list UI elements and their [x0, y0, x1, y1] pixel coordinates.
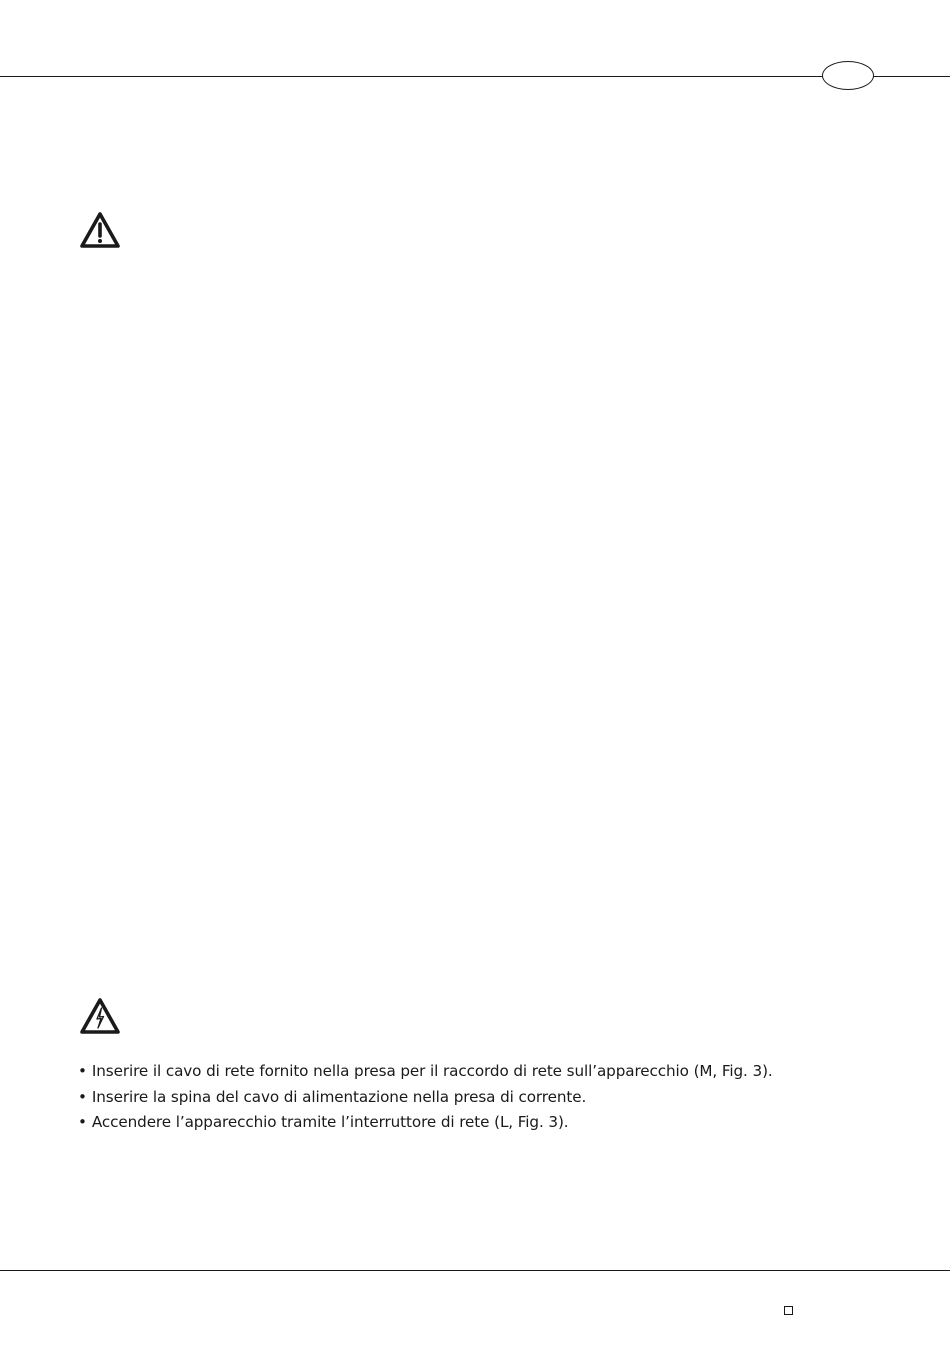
instruction-text: Inserire il cavo di rete fornito nella presa per il raccordo di rete sull’apparecchio (M, Fig. 3).: [91, 1062, 773, 1080]
instruction-item: [78, 1085, 773, 1111]
instruction-item: [78, 1110, 773, 1136]
instruction-text: Inserire la spina del cavo di alimentazione nella presa di corrente.: [91, 1087, 587, 1106]
square-outline-icon: [784, 1306, 793, 1315]
bullet: •: [78, 1113, 87, 1131]
instruction-text: Accendere l’apparecchio tramite l’interruttore di rete (L, Fig. 3).: [91, 1113, 569, 1131]
warning-triangle-lightning-icon: [78, 996, 122, 1036]
header-rule: [0, 76, 950, 77]
bullet: •: [78, 1062, 87, 1080]
warning-triangle-exclamation-icon: [78, 210, 122, 250]
instruction-item: [78, 1059, 773, 1085]
instruction-list: [78, 1059, 773, 1136]
language-tab-oval: [822, 61, 874, 90]
footer-rule: [0, 1270, 950, 1271]
bullet: •: [78, 1087, 87, 1106]
